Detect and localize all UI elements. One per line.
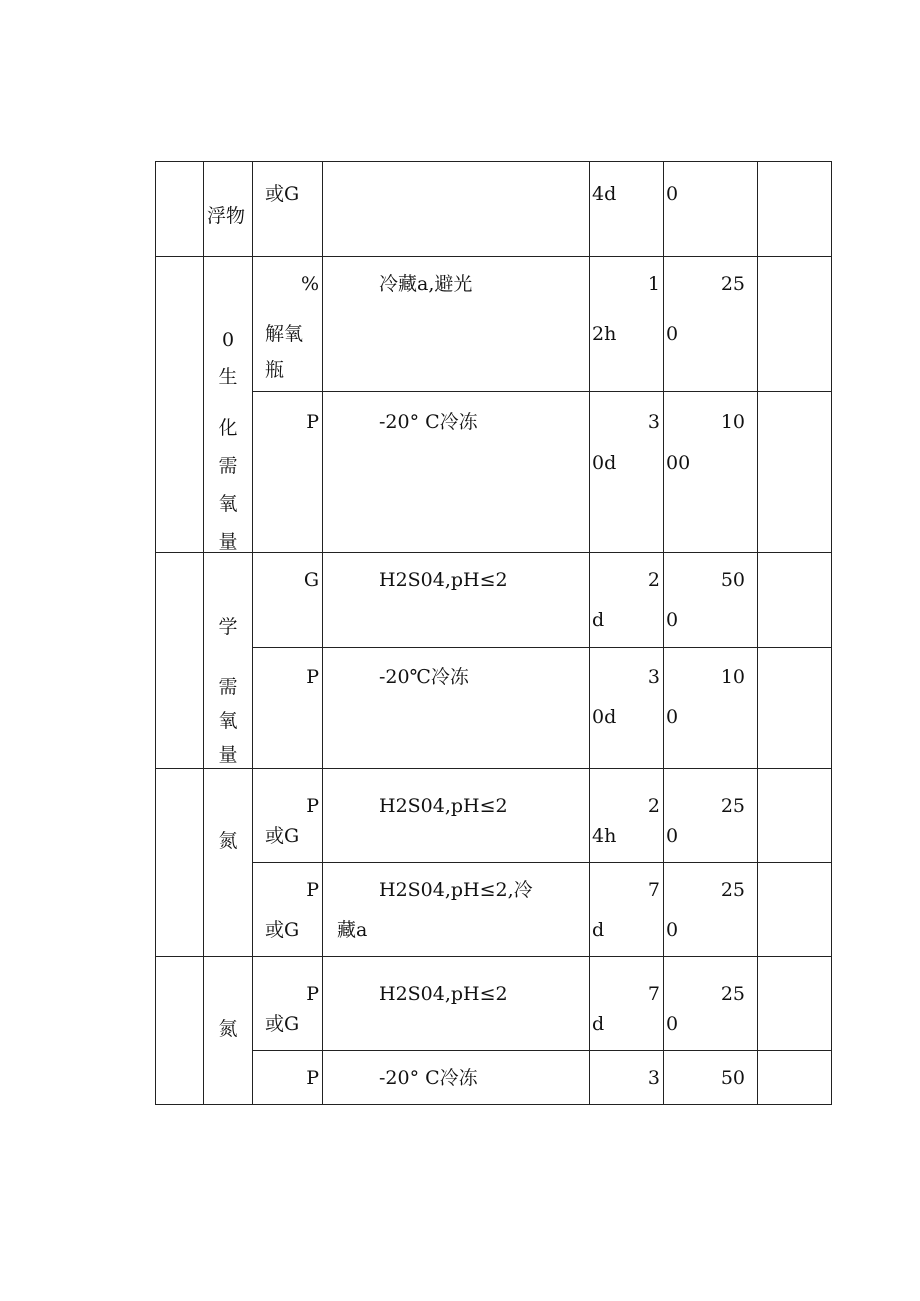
volume-cell xyxy=(664,553,758,648)
item-char: 氮 xyxy=(218,830,238,852)
time-text: d xyxy=(592,1013,605,1035)
volume-text: 0 xyxy=(666,323,679,345)
item-char: 量 xyxy=(218,531,238,553)
container-text: 或G xyxy=(265,919,300,941)
note-cell xyxy=(758,553,832,648)
volume-text: 0 xyxy=(666,1013,679,1035)
item-cell xyxy=(204,257,253,553)
item-char: 量 xyxy=(218,744,238,766)
method-cell xyxy=(323,863,590,957)
time-cell xyxy=(590,553,664,648)
method-text: H2S04,pH≤2 xyxy=(379,569,508,591)
container-cell xyxy=(253,257,323,392)
container-cell xyxy=(253,957,323,1051)
volume-text: 50 xyxy=(720,1067,745,1089)
volume-cell xyxy=(664,1051,758,1105)
volume-text: 25 xyxy=(720,983,745,1005)
volume-text: 25 xyxy=(720,273,745,295)
volume-text: 25 xyxy=(720,795,745,817)
method-text: H2S04,pH≤2 xyxy=(379,983,508,1005)
item-char: 氧 xyxy=(218,493,238,515)
method-text: 冷藏a,避光 xyxy=(379,273,473,295)
item-name: 浮物 xyxy=(207,205,246,227)
index-cell xyxy=(156,257,204,553)
method-text: 藏a xyxy=(337,919,368,941)
volume-cell xyxy=(664,257,758,392)
container-text: % xyxy=(300,273,319,295)
time-text: 0d xyxy=(592,452,617,474)
item-char: 氮 xyxy=(218,1018,238,1040)
table-row xyxy=(156,257,832,392)
volume-text: 00 xyxy=(666,452,691,474)
item-char: 0 xyxy=(221,329,235,351)
item-cell xyxy=(204,553,253,769)
container-text: 或G xyxy=(265,1013,300,1035)
time-text: 7 xyxy=(647,879,660,901)
volume-text: 10 xyxy=(720,411,745,433)
time-text: 1 xyxy=(647,273,660,295)
method-cell xyxy=(323,1051,590,1105)
container-text: P xyxy=(306,666,319,688)
container-text: G xyxy=(303,569,319,591)
volume-cell xyxy=(664,162,758,257)
time-cell xyxy=(590,1051,664,1105)
time-text: 7 xyxy=(647,983,660,1005)
container-text: 或G xyxy=(265,183,300,205)
container-text: 解氧 xyxy=(265,323,304,345)
container-text: P xyxy=(306,879,319,901)
item-char: 学 xyxy=(218,616,238,638)
method-cell xyxy=(323,553,590,648)
volume-text: 0 xyxy=(666,706,679,728)
method-text: H2S04,pH≤2,冷 xyxy=(379,879,533,901)
volume-text: 0 xyxy=(666,919,679,941)
method-cell xyxy=(323,257,590,392)
item-cell xyxy=(204,769,253,957)
time-cell xyxy=(590,769,664,863)
time-cell xyxy=(590,957,664,1051)
method-cell xyxy=(323,392,590,553)
time-text: 3 xyxy=(647,1067,660,1089)
time-text: 2h xyxy=(592,323,617,345)
time-text: 4d xyxy=(592,183,617,205)
note-cell xyxy=(758,863,832,957)
container-cell xyxy=(253,648,323,769)
item-char: 需 xyxy=(218,676,238,698)
time-cell xyxy=(590,392,664,553)
item-char: 氧 xyxy=(218,710,238,732)
volume-cell xyxy=(664,392,758,553)
item-char: 化 xyxy=(218,417,238,439)
time-text: 4h xyxy=(592,825,617,847)
time-text: d xyxy=(592,609,605,631)
table-row xyxy=(156,863,832,957)
table-row xyxy=(156,553,832,648)
time-cell xyxy=(590,863,664,957)
container-cell xyxy=(253,162,323,257)
volume-text: 10 xyxy=(720,666,745,688)
time-text: 3 xyxy=(647,666,660,688)
container-text: P xyxy=(306,411,319,433)
container-cell xyxy=(253,392,323,553)
volume-cell xyxy=(664,863,758,957)
sampling-table xyxy=(155,161,832,1105)
note-cell xyxy=(758,392,832,553)
note-cell xyxy=(758,648,832,769)
volume-text: 0 xyxy=(666,183,679,205)
table-row xyxy=(156,769,832,863)
table-row xyxy=(156,392,832,553)
time-cell xyxy=(590,257,664,392)
time-cell xyxy=(590,648,664,769)
time-text: d xyxy=(592,919,605,941)
container-cell xyxy=(253,769,323,863)
item-char: 生 xyxy=(218,366,238,388)
table-row xyxy=(156,162,832,257)
container-text: 或G xyxy=(265,825,300,847)
item-cell xyxy=(204,957,253,1105)
table-row xyxy=(156,1051,832,1105)
time-cell xyxy=(590,162,664,257)
note-cell xyxy=(758,1051,832,1105)
container-cell xyxy=(253,553,323,648)
index-cell xyxy=(156,553,204,769)
time-text: 3 xyxy=(647,411,660,433)
volume-cell xyxy=(664,648,758,769)
note-cell xyxy=(758,162,832,257)
table-row xyxy=(156,648,832,769)
time-text: 2 xyxy=(647,795,660,817)
method-text: -20° C冷冻 xyxy=(379,1067,478,1089)
container-text: P xyxy=(306,983,319,1005)
container-text: P xyxy=(306,795,319,817)
container-cell xyxy=(253,1051,323,1105)
item-cell xyxy=(204,162,253,257)
time-text: 0d xyxy=(592,706,617,728)
index-cell xyxy=(156,957,204,1105)
method-cell xyxy=(323,162,590,257)
container-cell xyxy=(253,863,323,957)
note-cell xyxy=(758,769,832,863)
volume-text: 0 xyxy=(666,609,679,631)
time-text: 2 xyxy=(647,569,660,591)
index-cell xyxy=(156,162,204,257)
volume-cell xyxy=(664,957,758,1051)
index-cell xyxy=(156,769,204,957)
method-cell xyxy=(323,769,590,863)
volume-text: 50 xyxy=(720,569,745,591)
method-text: -20° C冷冻 xyxy=(379,411,478,433)
method-text: H2S04,pH≤2 xyxy=(379,795,508,817)
method-cell xyxy=(323,648,590,769)
note-cell xyxy=(758,257,832,392)
method-cell xyxy=(323,957,590,1051)
note-cell xyxy=(758,957,832,1051)
method-text: -20℃冷冻 xyxy=(379,666,469,688)
container-text: P xyxy=(306,1067,319,1089)
volume-text: 25 xyxy=(720,879,745,901)
table-row xyxy=(156,957,832,1051)
volume-text: 0 xyxy=(666,825,679,847)
item-char: 需 xyxy=(218,455,238,477)
container-text: 瓶 xyxy=(265,359,285,381)
volume-cell xyxy=(664,769,758,863)
